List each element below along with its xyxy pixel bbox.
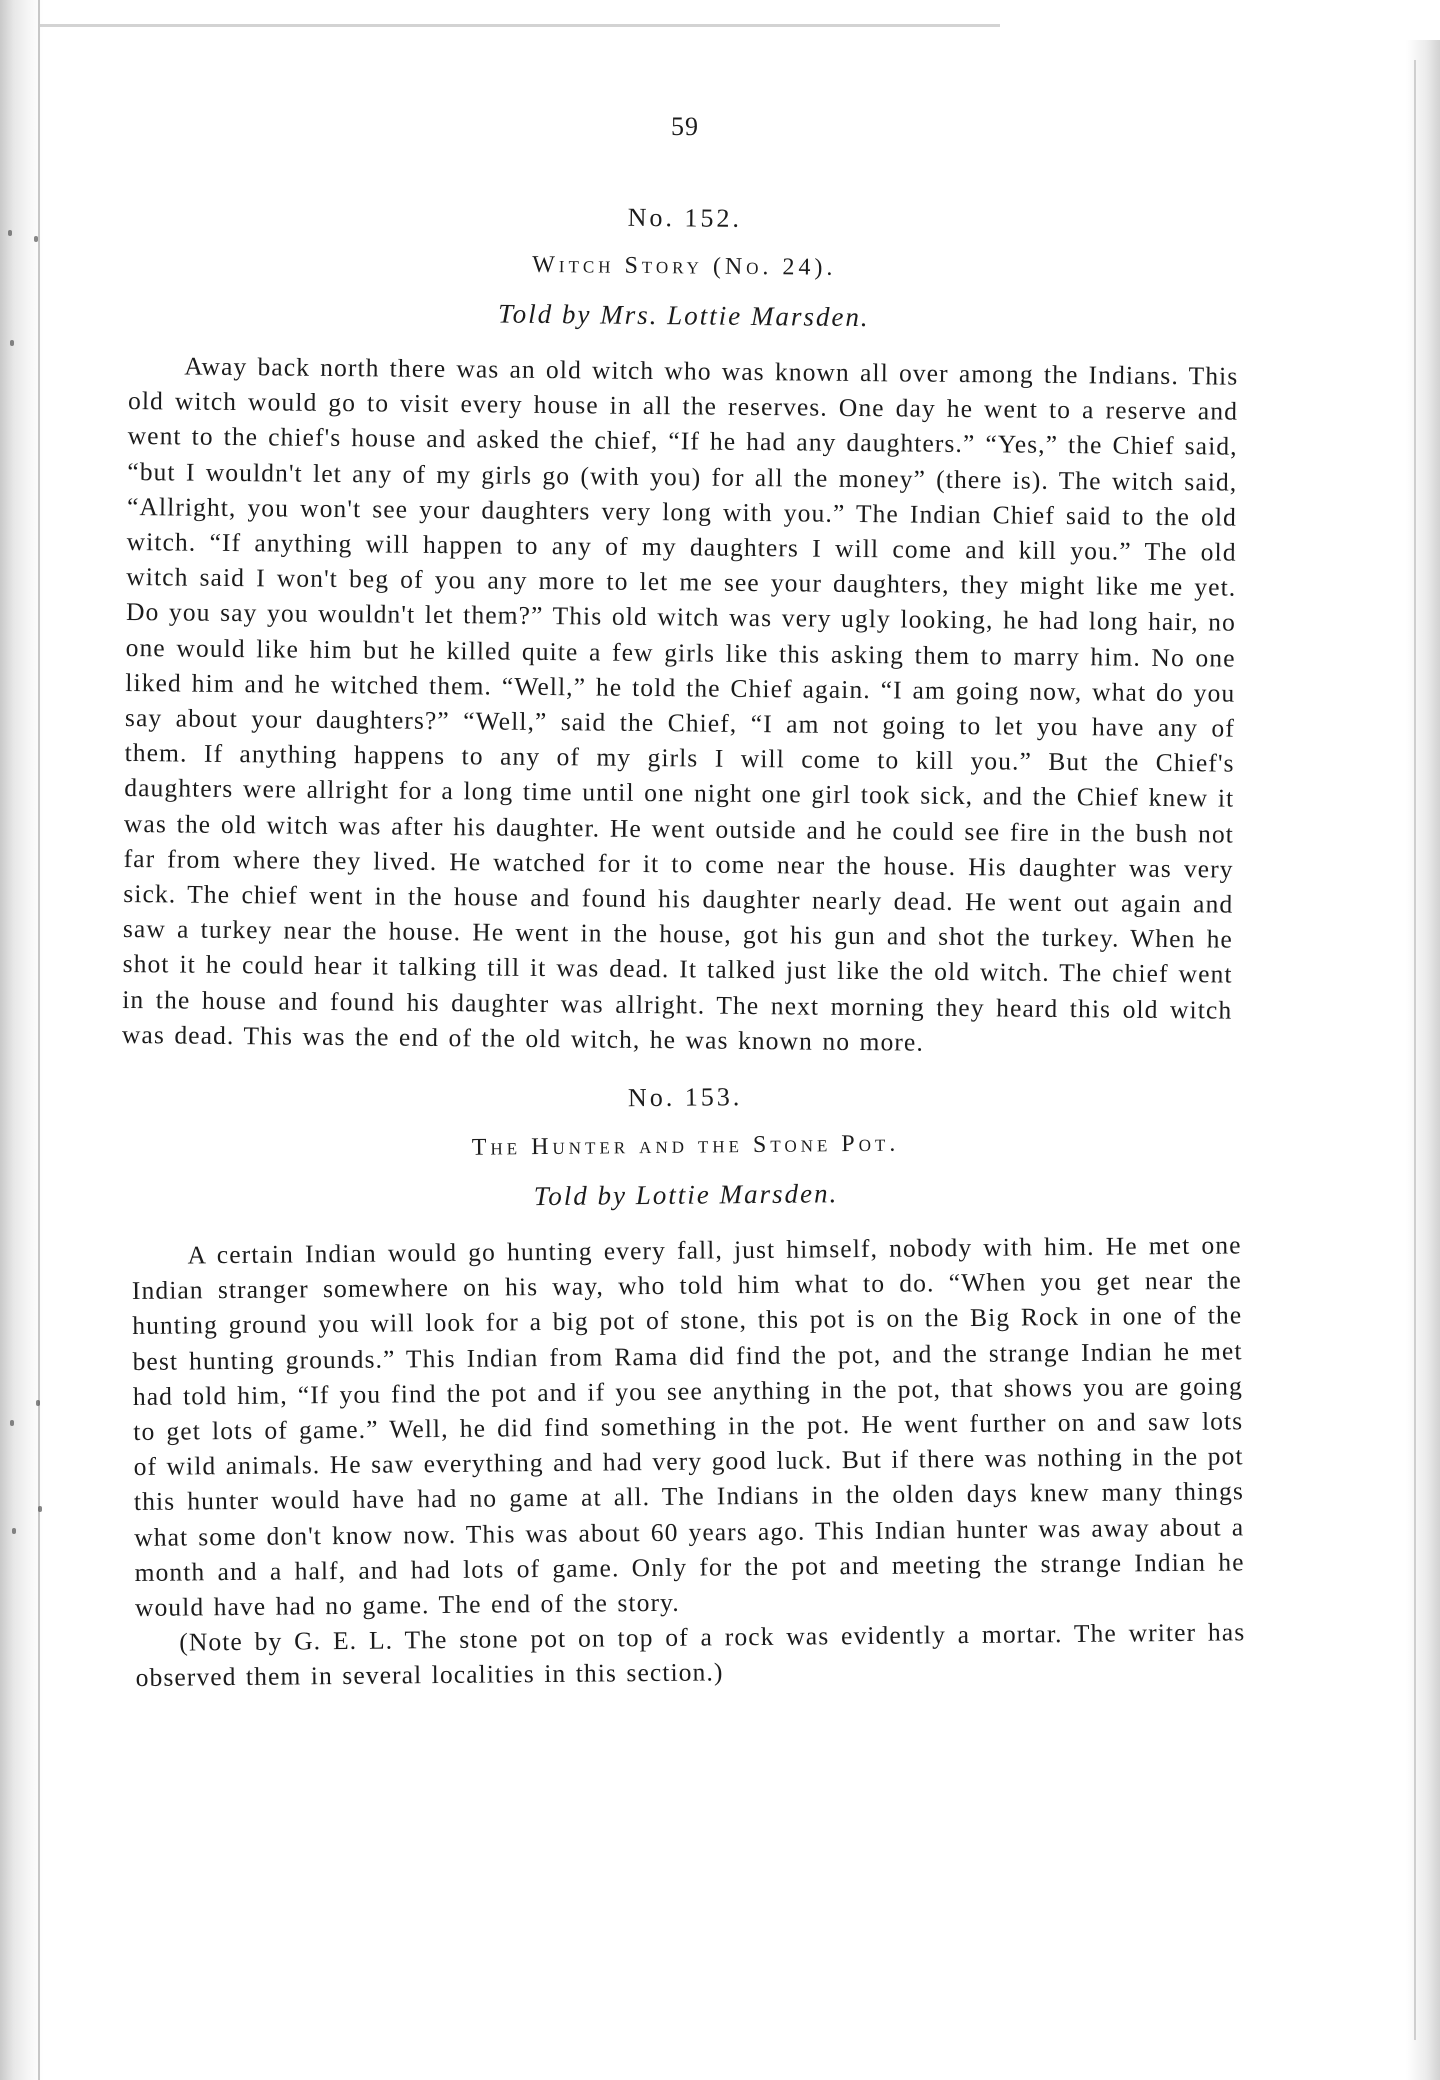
scan-right-edge-line — [1414, 60, 1416, 2040]
scan-speck — [10, 340, 14, 346]
story-title: Witch Story (No. 24). — [532, 251, 837, 281]
story-paragraph: A certain Indian would go hunting every fall, just himself, nobody with him. He met one Indian stranger somewhere on his way, who told him what to do. “When you get near the hunting ground you will look for a big pot of stone, this pot is on the Big Rock in one of the best hunting grounds.” This Indian from Rama did find the pot, and the strange Indian he met had told him, “If you find the pot and if you see anything in the pot, that shows you are going to get lots of game.” Well, he did find something in the pot. He went further on and saw lots of wild animals. He saw everything and had very good luck. But if there was nothing in the pot this hunter would have had no game at all. The Indians in the olden days knew many things what some don't know now. This was about 60 years ago. This Indian hunter was away about a month and a half, and had lots of game. Only for the pot and meeting the strange Indian he would have had no game. The end of the story. — [131, 1230, 1245, 1623]
editor-note: (Note by G. E. L. The stone pot on top of a rock was evidently a mortar. The writer has observed them in several localities in this section.) — [135, 1617, 1246, 1693]
scan-speck — [12, 1528, 16, 1534]
scan-top-edge — [40, 24, 1000, 27]
story-number: No. 152. — [627, 202, 743, 233]
story-teller: Told by Mrs. Lottie Marsden. — [497, 298, 870, 333]
scan-speck — [8, 230, 12, 236]
scan-speck — [34, 236, 38, 242]
story-number: No. 153. — [627, 1082, 743, 1113]
scan-speck — [36, 1400, 40, 1406]
scan-speck — [10, 1420, 14, 1426]
scan-binding-line — [38, 0, 40, 2080]
story-paragraph: Away back north there was an old witch who was known all over among the Indians. This old witch would go to visit every house in all the reserves. One day he went to a reserve and went to the chief's house and asked the chief, “If he had any daughters.” “Yes,” the Chief said, “but I wouldn't let any of my girls go (with you) for all the money” (there is). The witch said, “Allright, you won't see your daughters very long with you.” The Indian Chief said to the old witch. “If anything will happen to any of my daughters I will come and kill you.” The old witch said I won't beg of you any more to let me see your daughters, they might like me yet. Do you say you wouldn't let them?” This old witch was very ugly looking, he had long hair, no one would like him but he killed quite a few girls like this asking them to marry him. No one liked him and he witched them. “Well,” he told the Chief again. “I am going now, what do you say about your daughters?” “Well,” said the Chief, “I am not going to let you have any of them. If anything happens to any of my girls I will come to kill you.” But the Chief's daughters were allright for a long time until one night one girl took sick, and the Chief knew it was the old witch was after his daughter. He went outside and he could see fire in the bush not far from where they lived. He watched for it to come near the house. His daughter was very sick. The chief went in the house and found his daughter nearly dead. He went out again and saw a turkey near the house. He went in the house, got his gun and shot the turkey. When he shot it he could hear it talking till it was dead. It talked just like the old witch. The chief went in the house and found his daughter was allright. The next morning they heard this old witch was dead. This was the end of the old witch, he was known no more. — [121, 351, 1239, 1057]
scan-speck — [38, 1506, 42, 1512]
story-witch-story — [122, 198, 1240, 1063]
document-page — [121, 100, 1246, 1696]
story-title: The Hunter and the Stone Pot. — [471, 1130, 900, 1161]
page-number: 59 — [671, 112, 699, 141]
story-teller: Told by Lottie Marsden. — [533, 1178, 839, 1212]
scan-right-margin — [1406, 40, 1440, 2080]
story-hunter-and-stone-pot — [130, 1077, 1246, 1695]
